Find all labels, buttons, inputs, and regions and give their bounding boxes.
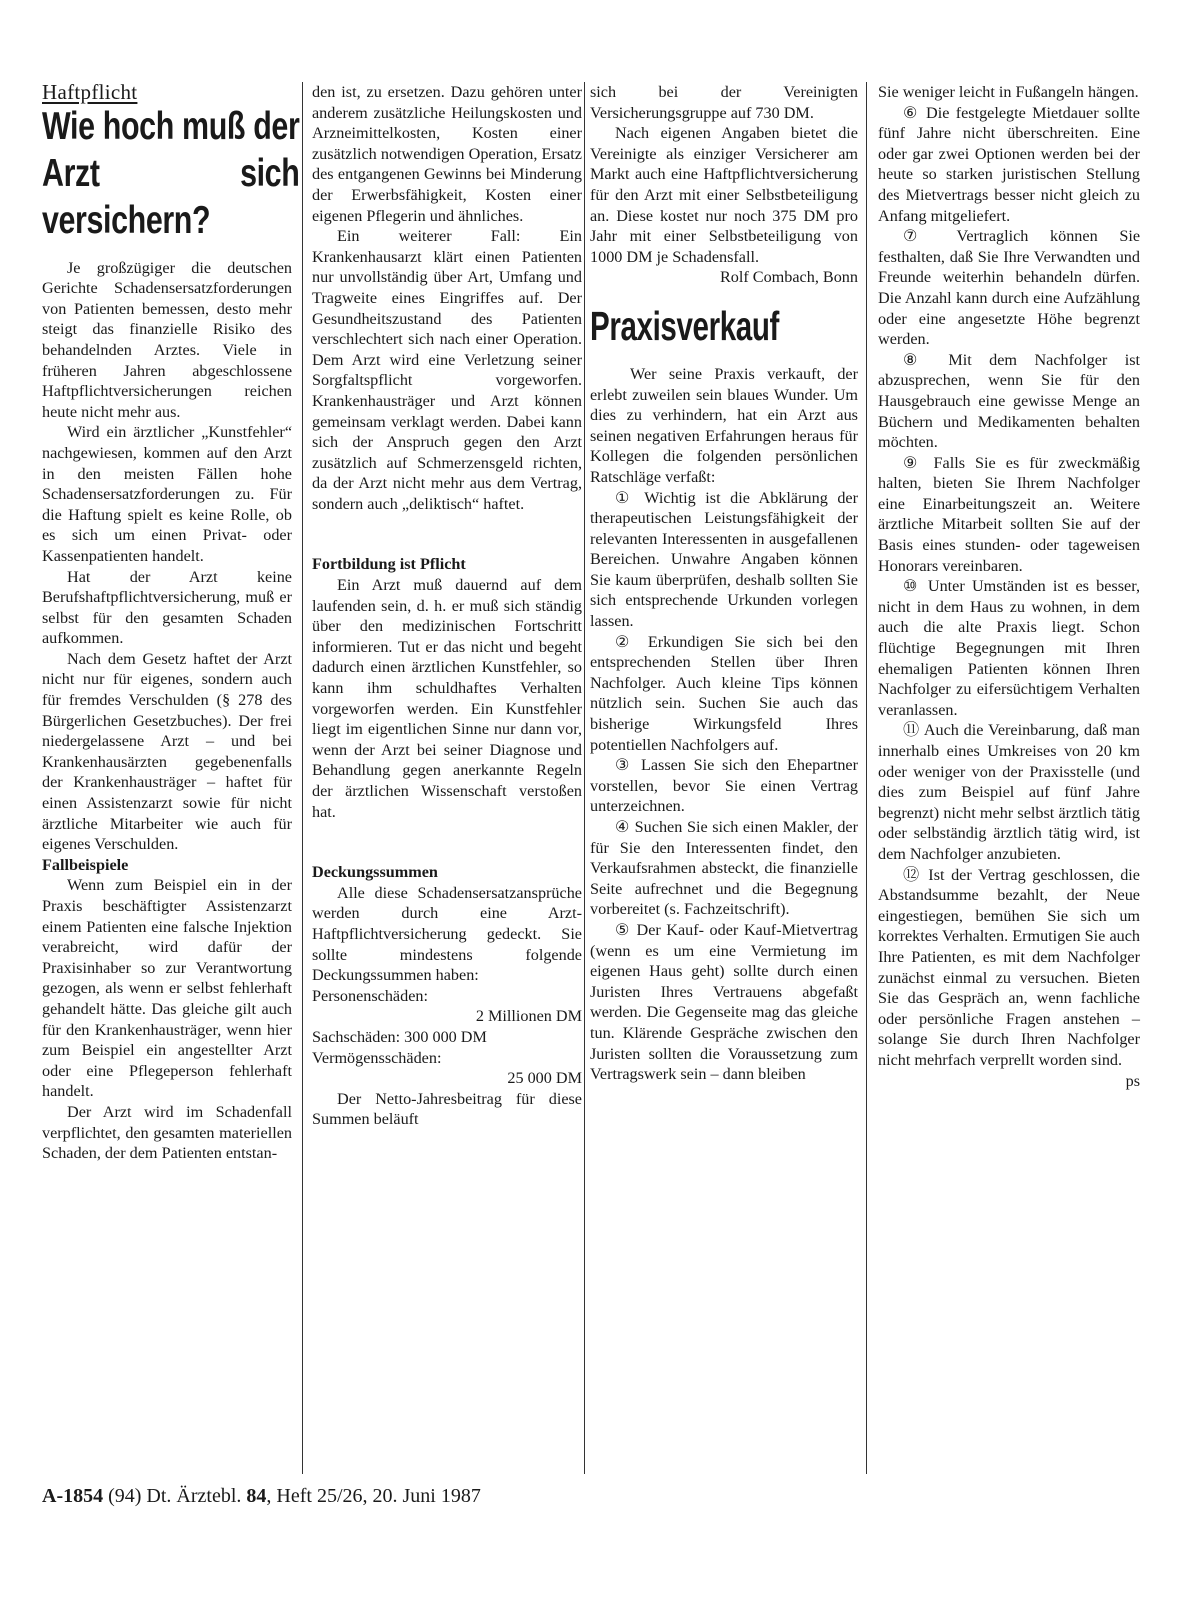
column-rule-1: [302, 82, 303, 1474]
author-line: Rolf Combach, Bonn: [719, 268, 858, 287]
footer-issue: , Heft 25/26, 20. Juni 1987: [266, 1485, 481, 1507]
paragraph: Wenn zum Beispiel ein in der Praxis beschäftigter Assistenzarzt einem Patienten eine falsche Injektion verabreicht, wird dafür der Praxisinhaber so zur Verantwortung gezogen, als wenn er selbst fehlerhaft gehandelt hätte. Das gleiche gilt auch für den Krankenhausträger, wenn hier zum Beispiel ein angestellter Arzt oder eine Pflegeperson fehlerhaft handelt.: [42, 876, 292, 1101]
article-headline-2: Praxisverkauf: [590, 302, 779, 349]
paragraph: den ist, zu ersetzen. Dazu gehören unter anderem zusätzliche Heilungskosten und Arzneimittelkosten, Kosten einer zusätzlich notwendigen Operation, Ersatz des entgangenen Gewinns bei Minderung der Erwerbsfähigkeit, Kosten einer eigenen Pflegerin und ähnliches.: [312, 83, 582, 225]
paragraph: Nach eigenen Angaben bietet die Vereinigte als einziger Versicherer am Markt auch eine Haftpflichtversicherung für den Arzt mit einer Selbstbeteiligung an. Diese kostet nur noch 375 DM pro Jahr mit einer Selbstbeteiligung von 1000 DM je Schadensfall.: [590, 124, 858, 266]
column-2: [312, 82, 582, 1130]
paragraph: ⑦ Vertraglich können Sie festhalten, daß Sie Ihre Verwandten und Freunde weiterhin behandeln dürfen. Die Anzahl kann durch eine Aufzählung oder eine angesetzte Höhe begrenzt werden.: [878, 227, 1140, 349]
paragraph: ④ Suchen Sie sich einen Makler, der für Sie den Interessenten findet, den Verkaufsrahmen absteckt, die finanzielle Seite aufrechnet und die Begegnung vorbereitet (s. Fachzeitschrift).: [590, 818, 858, 919]
coverage-line: Personenschäden:: [312, 986, 428, 1005]
footer-volume: 84: [246, 1485, 267, 1507]
article-kicker: Haftpflicht: [42, 80, 138, 104]
column-4: [878, 82, 1140, 1091]
paragraph: ⑨ Falls Sie es für zweckmäßig halten, bieten Sie Ihrem Nachfolger eine Einarbeitungszeit an. Weitere ärztliche Mitarbeit sollten Sie auf der Basis eines stunden- oder tageweisen Honorars vereinbaren.: [878, 453, 1140, 575]
paragraph: Wer seine Praxis verkauft, der erlebt zuweilen sein blaues Wunder. Um dies zu verhindern, hat ein Arzt aus seinen negativen Erfahrungen heraus für Kollegen die folgenden persönlichen Ratschläge verfaßt:: [590, 364, 858, 486]
paragraph: Je großzügiger die deutschen Gerichte Schadensersatzforderungen von Patienten bemessen, desto mehr steigt das finanzielle Risiko des behandelnden Arztes. Viele in früheren Jahren abgeschlossene Haftpflichtversicherungen reichen heute nicht mehr aus.: [42, 258, 292, 421]
paragraph: ⑤ Der Kauf- oder Kauf-Mietvertrag (wenn es um eine Vermietung im eigenen Haus geht) sollte durch einen Juristen Ihres Vertrauens abgefaßt werden. Die Gegenseite mag das gleiche tun. Klärende Gespräche zwischen den Juristen sollten die Voraussetzung zum Vertragswerk sein – dann bleiben: [590, 920, 858, 1084]
section-subhead: Fallbeispiele: [42, 855, 129, 874]
paragraph: ② Erkundigen Sie sich bei den entsprechenden Stellen über Ihren Nachfolger. Auch kleine Tips können nützlich sein. Suchen Sie auch das bisherige Wirkungsfeld Ihres potentiellen Nachfolgers auf.: [590, 632, 858, 754]
paragraph: sich bei der Vereinigten Versicherungsgruppe auf 730 DM.: [590, 83, 858, 122]
paragraph: Ein weiterer Fall: Ein Krankenhausarzt klärt einen Patienten nur unvollständig über Art, Umfang und Tragweite eines Eingriffes auf. Der Gesundheitszustand des Patienten verschlechtert sich nach einer Operation. Dem Arzt wird eine Verletzung seiner Sorgfaltspflicht vorgeworfen. Krankenhausträger und Arzt können gemeinsam verklagt werden. Dabei kann sich der Anspruch gegen den Arzt zusätzlich auf Schmerzensgeld richten, da der Arzt nicht mehr aus dem Vertrag, sondern auch „deliktisch“ haftet.: [312, 227, 582, 513]
section-subhead: Fortbildung ist Pflicht: [312, 555, 466, 574]
coverage-line: Vermögensschäden:: [312, 1048, 442, 1067]
paragraph: ③ Lassen Sie sich den Ehepartner vorstellen, bevor Sie einen Vertrag unterzeichnen.: [590, 756, 858, 816]
article-headline: Wie hoch muß der Arzt sich versichern?: [42, 104, 300, 242]
paragraph: Der Arzt wird im Schadenfall verpflichtet, den gesamten materiellen Schaden, der dem Patienten entstan-: [42, 1102, 292, 1163]
column-1: [42, 80, 300, 1164]
paragraph: ⑪ Auch die Vereinbarung, daß man innerhalb eines Umkreises von 20 km oder weniger von der Praxisstelle (und dies zum Beispiel auf fünf Jahre begrenzt) nicht mehr selbst ärztlich tätig oder selbständig ärztlich tätig wird, ist dem Nachfolger anzubieten.: [878, 721, 1140, 863]
paragraph: Hat der Arzt keine Berufshaftpflichtversicherung, muß er selbst für den gesamten Schaden aufkommen.: [42, 567, 292, 648]
paragraph: ① Wichtig ist die Abklärung der therapeutischen Leistungsfähigkeit der relevanten Interessenten in ausgefallenen Bereichen. Unwahre Angaben können Sie kaum überprüfen, deshalb sollten Sie sich entsprechende Urkunden vorlegen lassen.: [590, 488, 858, 631]
paragraph: Wird ein ärztlicher „Kunstfehler“ nachgewiesen, kommen auf den Arzt in den meisten Fällen hohe Schadensersatzforderungen zu. Für die Haftung spielt es keine Rolle, ob es sich um einen Privat- oder Kassenpatienten handelt.: [42, 423, 292, 565]
footer-journal: (94) Dt. Ärztebl.: [108, 1485, 242, 1507]
paragraph: Der Netto-Jahresbeitrag für diese Summen beläuft: [312, 1089, 582, 1129]
paragraph: Nach dem Gesetz haftet der Arzt nicht nur für eigenes, sondern auch für fremdes Verschulden (§ 278 des Bürgerlichen Gesetzbuches). Der frei niedergelassene Arzt – und bei Krankenhausärzten gegebenenfalls der Krankenhausträger – haftet für einen Assistenzarzt sowie für nicht ärztliche Mitarbeiter wie auch für eigenes Verschulden.: [42, 649, 292, 854]
page-footer: [42, 1485, 481, 1508]
paragraph: Sie weniger leicht in Fußangeln hängen.: [878, 83, 1139, 101]
section-subhead: Deckungssummen: [312, 863, 438, 882]
column-rule-2: [584, 82, 585, 1474]
coverage-value: 25 000 DM: [507, 1069, 582, 1088]
paragraph: ⑩ Unter Umständen ist es besser, nicht in dem Haus zu wohnen, in dem auch die alte Praxis liegt. Schon flüchtige Begegnungen mit Ihren ehemaligen Patienten können Ihren Nachfolger zu eifersüchtigem Verhalten veranlassen.: [878, 577, 1140, 719]
paragraph: ⑥ Die festgelegte Mietdauer sollte fünf Jahre nicht überschreiten. Eine oder gar zwei Optionen werden bei der heute so starken juristischen Stellung des Mietvertrags besser nicht gleich zu Anfang mitgeliefert.: [878, 103, 1140, 225]
paragraph: ⑧ Mit dem Nachfolger ist abzusprechen, wenn Sie für den Hausgebrauch eine gewisse Menge an Büchern und Medikamenten behalten möchten.: [878, 350, 1140, 452]
paragraph: Ein Arzt muß dauernd auf dem laufenden sein, d. h. er muß sich ständig über den medizinischen Fortschritt informieren. Tut er das nicht und begeht dadurch einen ärztlichen Kunstfehler, so kann ihm schuldhaftes Verhalten vorgeworfen werden. Ein Kunstfehler liegt im eigentlichen Sinne nur dann vor, wenn der Arzt bei seiner Diagnose und Behandlung gegen anerkannte Regeln der ärztlichen Wissenschaft verstoßen hat.: [312, 576, 582, 821]
coverage-line: Sachschäden: 300 000 DM: [312, 1027, 487, 1046]
column-rule-3: [866, 82, 867, 1474]
author-initials: ps: [1125, 1071, 1140, 1090]
column-3: [590, 82, 858, 1085]
coverage-value: 2 Millionen DM: [475, 1007, 582, 1026]
page-number: A-1854: [42, 1485, 104, 1507]
paragraph: ⑫ Ist der Vertrag geschlossen, die Abstandsumme bezahlt, der Neue eingestiegen, bemühen Sie sich um korrektes Verhalten. Ermutigen Sie auch Ihre Patienten, es mit dem Nachfolger zunächst einmal zu versuchen. Bieten Sie das Gespräch an, wenn fachliche oder persönliche Fragen anstehen – solange Sie durch Ihren Nachfolger nicht mehrfach verprellt worden sind.: [878, 865, 1140, 1069]
paragraph: Alle diese Schadensersatzansprüche werden durch eine Arzt-Haftpflichtversicherung gedeckt. Sie sollte mindestens folgende Deckungssummen haben:: [312, 883, 582, 985]
